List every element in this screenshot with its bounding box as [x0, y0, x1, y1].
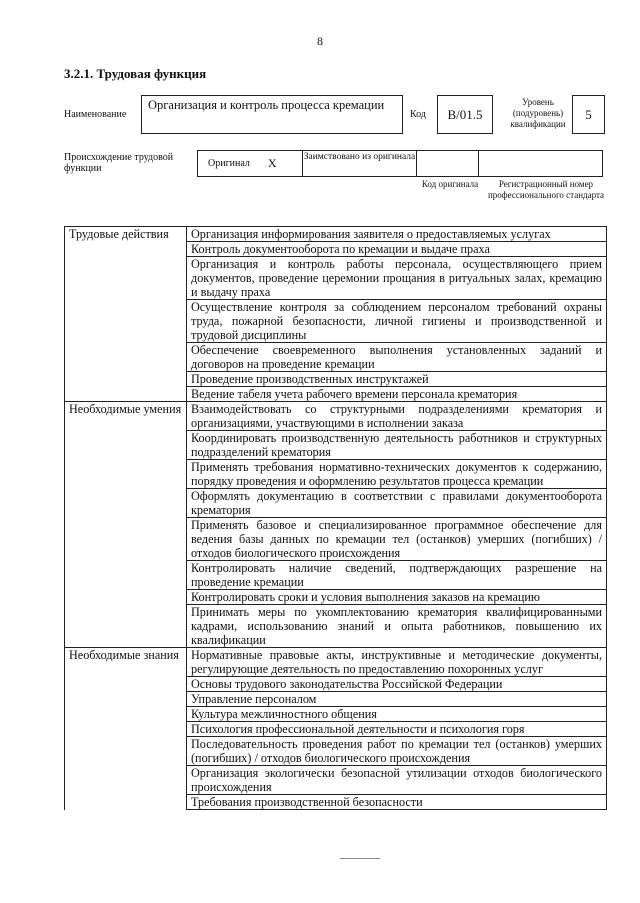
function-code-field: B/01.5	[437, 95, 493, 134]
table-row	[65, 227, 607, 242]
table-cell: Контроль документооборота по кремации и выдаче праха	[187, 242, 607, 257]
origin-label: Происхождение трудовой функции	[64, 152, 174, 174]
borrowed-cell: Заимствовано из оригинала	[302, 150, 417, 177]
table-cell: Применять базовое и специализированное программное обеспечение для ведения базы данных по кремации тел (останков) умерших (погибших) / отходов биологического происхождения	[187, 518, 607, 561]
section-title: 3.2.1. Трудовая функция	[64, 66, 207, 81]
category-cell: Трудовые действия	[65, 227, 187, 402]
table-cell: Проведение производственных инструктажей	[187, 372, 607, 387]
table-cell: Организация информирования заявителя о предоставляемых услугах	[187, 227, 607, 242]
table-cell: Осуществление контроля за соблюдением персоналом требований охраны труда, пожарной безопасности, личной гигиены и производственной и трудовой дисциплины	[187, 300, 607, 343]
table-cell: Обеспечение своевременного выполнения установленных заданий и договоров на проведение кремации	[187, 343, 607, 372]
table-cell: Культура межличностного общения	[187, 707, 607, 722]
original-mark: X	[267, 156, 277, 170]
footer-divider	[340, 858, 380, 859]
table-cell: Взаимодействовать со структурными подразделениями крематория и организациями, участвующими в исполнении заказа	[187, 402, 607, 431]
code-original-cell	[416, 150, 479, 177]
table-cell: Ведение табеля учета рабочего времени персонала крематория	[187, 387, 607, 402]
table-cell: Психология профессиональной деятельности и психология горя	[187, 722, 607, 737]
table-cell: Управление персоналом	[187, 692, 607, 707]
table-cell: Организация и контроль работы персонала, осуществляющего прием документов, проведение церемонии прощания в ритуальных залах, кремацию и выдачу праха	[187, 257, 607, 300]
function-details-table	[64, 226, 607, 810]
qualification-level-field: 5	[572, 95, 605, 134]
table-cell: Применять требования нормативно-технических документов к содержанию, порядку проведения и оформлению результатов процесса кремации	[187, 460, 607, 489]
table-cell: Организация экологически безопасной утилизации отходов биологического происхождения	[187, 766, 607, 795]
level-label: Уровень (подуровень) квалификации	[510, 97, 566, 129]
table-cell: Нормативные правовые акты, инструктивные и методические документы, регулирующие деятельность по предоставлению похоронных услуг	[187, 648, 607, 677]
category-cell: Необходимые умения	[65, 402, 187, 648]
table-cell: Последовательность проведения работ по кремации тел (останков) умерших (погибших) / отходов биологического происхождения	[187, 737, 607, 766]
table-row	[65, 402, 607, 431]
category-cell: Необходимые знания	[65, 648, 187, 810]
code-label: Код	[410, 109, 426, 120]
function-name-field: Организация и контроль процесса кремации	[141, 95, 403, 134]
table-cell: Контролировать сроки и условия выполнения заказов на кремацию	[187, 590, 607, 605]
table-cell: Принимать меры по укомплектованию крематория квалифицированными кадрами, использованию знаний и опыта работников, повышению их квалификации	[187, 605, 607, 648]
table-cell: Основы трудового законодательства Российской Федерации	[187, 677, 607, 692]
table-row	[65, 648, 607, 677]
table-cell: Контролировать наличие сведений, подтверждающих разрешение на проведение кремации	[187, 561, 607, 590]
reg-number-cell	[478, 150, 603, 177]
table-cell: Оформлять документацию в соответствии с правилами документооборота крематория	[187, 489, 607, 518]
code-original-label: Код оригинала	[421, 179, 479, 189]
original-cell	[197, 150, 303, 177]
origin-table	[198, 150, 603, 177]
page-number: 8	[317, 34, 323, 48]
name-label: Наименование	[64, 109, 127, 120]
original-label: Оригинал	[208, 158, 250, 169]
table-cell: Координировать производственную деятельность работников и структурных подразделений крематория	[187, 431, 607, 460]
table-cell: Требования производственной безопасности	[187, 795, 607, 810]
reg-number-label: Регистрационный номер профессионального стандарта	[487, 179, 605, 200]
